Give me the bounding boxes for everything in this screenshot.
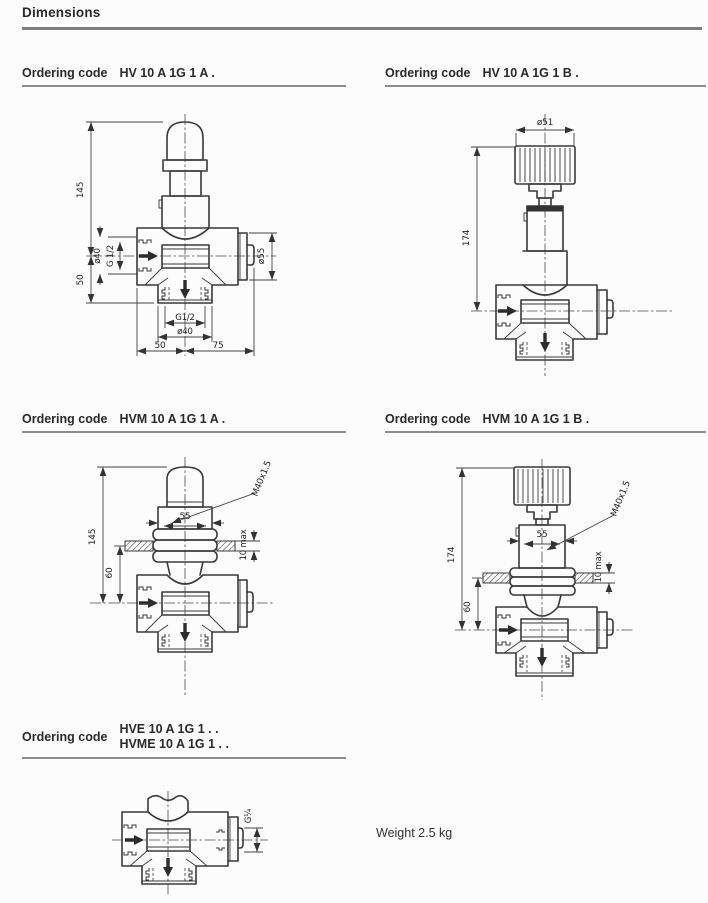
dimensions [447,468,633,630]
dim-gauge-port: G¼ [244,808,254,824]
dim-panel-to-axis: 60 [463,601,473,613]
panel-section-right [217,541,235,551]
dim-inlet-dia: ø40 [93,248,103,264]
dim-axis-to-base: 50 [76,274,86,286]
dim-mounting-thread: M40x1.5 [609,479,633,519]
dim-height: 174 [447,546,457,564]
centerlines [471,114,672,376]
weight-note: Weight 2.5 kg [376,826,453,840]
ordering-code-value: HV 10 A 1G 1 B . [482,66,579,80]
centerlines [90,457,275,695]
title-rule [22,27,702,30]
dimensions [462,118,574,311]
drawing-hv-b [440,108,690,385]
dim-end-cap-dia: ø55 [257,247,267,265]
outlet-flow-arrow [537,648,547,667]
ordering-code-value-hve: HVE 10 A 1G 1 . . [119,722,219,736]
dim-nut-width: 55 [179,512,191,522]
section-header-hv-a [22,66,346,87]
inlet-flow-arrow [139,251,158,261]
ordering-code-value: HVM 10 A 1G 1 A . [119,412,226,426]
outlet-flow-arrow [540,333,550,352]
drawing-hv-a [50,110,290,365]
ordering-code-value: HVM 10 A 1G 1 B . [482,412,590,426]
drawing-hve [100,785,275,900]
ordering-code-label: Ordering code [385,412,471,426]
section-header-hve [22,722,346,759]
inlet-flow-arrow [498,306,517,316]
dim-outlet-thread: G1/2 [175,313,195,323]
centerlines [455,459,635,700]
drawing-hvm-a [60,453,300,700]
section-header-hvm-b [385,412,706,433]
dim-height: 145 [76,181,86,199]
dim-panel-thickness: 10 max [594,551,604,583]
ordering-code-value-hvme: HVME 10 A 1G 1 . . [119,737,229,751]
drawing-hvm-b [430,455,680,705]
ordering-code-value: HV 10 A 1G 1 A . [119,66,215,80]
section-header-hv-b [385,66,706,87]
valve-outline [137,122,254,303]
ordering-code-label: Ordering code [385,66,471,80]
outlet-flow-arrow [180,623,190,642]
ordering-code-values [119,722,229,752]
inlet-flow-arrow [125,835,144,845]
dim-span-right: 75 [212,341,224,351]
dim-nut-width: 55 [536,530,548,540]
section-header-hvm-a [22,412,346,433]
ordering-code-label: Ordering code [22,66,108,80]
panel-section-right [575,573,593,583]
dim-knob-dia: ø51 [536,118,554,128]
dimensions [244,809,263,852]
inlet-flow-arrow [499,625,518,635]
outlet-flow-arrow [163,858,173,877]
panel-section-left [125,541,153,551]
dim-height: 145 [88,528,98,546]
outlet-flow-arrow [180,280,190,299]
dim-panel-thickness: 10 max [239,529,249,561]
inlet-flow-arrow [139,598,158,608]
valve-outline [496,146,613,360]
panel-section-left [483,573,510,583]
dim-panel-to-axis: 60 [105,567,115,579]
dim-mounting-thread: M40x1.5 [250,459,274,499]
ordering-code-label: Ordering code [22,412,108,426]
valve-outline [125,467,253,652]
ordering-code-label: Ordering code [22,730,108,744]
dim-span-left: 50 [154,341,166,351]
mounting-nuts [510,568,575,595]
dim-inlet-thread: G 1/2 [106,245,116,267]
page-title: Dimensions [22,5,101,20]
dimensions [88,460,274,603]
dim-height: 174 [462,229,472,247]
dim-outlet-dia: ø40 [177,327,193,337]
